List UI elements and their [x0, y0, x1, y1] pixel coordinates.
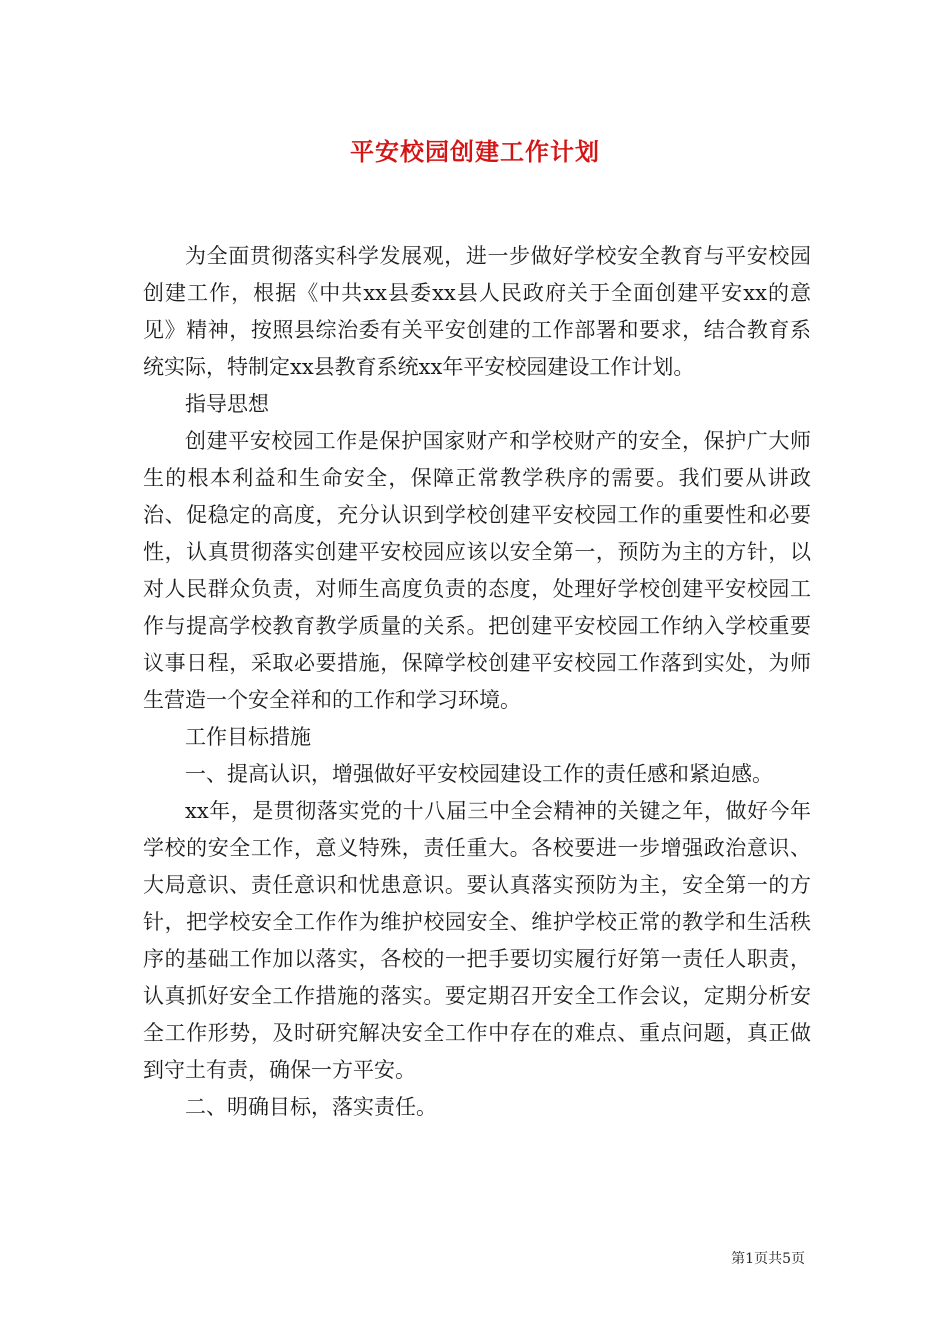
heading-work-goals: 工作目标措施: [185, 725, 311, 749]
document-title: 平安校园创建工作计划: [350, 137, 600, 166]
paragraph-section-one: xx年，是贯彻落实党的十八届三中全会精神的关键之年，做好今年学校的安全工作，意义特殊，责任重大。各校要进一步增强政治意识、大局意识、责任意识和忧患意识。要认真落实预防为主，安全第一的方针，把学校安全工作作为维护校园安全、维护学校正常的教学和生活秩序的基础工作加以落实，各校的一把手要切实履行好第一责任人职责，认真抓好安全工作措施的落实。要定期召开安全工作会议，定期分析安全工作形势，及时研究解决安全工作中存在的难点、重点问题，真正做到守土有责，确保一方平安。: [143, 799, 811, 1082]
paragraph-intro: 为全面贯彻落实科学发展观，进一步做好学校安全教育与平安校园创建工作，根据《中共xx县委xx县人民政府关于全面创建平安xx的意见》精神，按照县综治委有关平安创建的工作部署和要求，结合教育系统实际，特制定xx县教育系统xx年平安校园建设工作计划。: [143, 244, 811, 379]
document-body: [143, 238, 811, 1126]
heading-guiding-thought: 指导思想: [185, 392, 269, 416]
heading-section-two: 二、明确目标，落实责任。: [185, 1095, 437, 1119]
page-number: 第1页共5页: [731, 1251, 805, 1267]
heading-section-one: 一、提高认识，增强做好平安校园建设工作的责任感和紧迫感。: [185, 762, 773, 786]
paragraph-guiding-thought: 创建平安校园工作是保护国家财产和学校财产的安全，保护广大师生的根本利益和生命安全，保障正常教学秩序的需要。我们要从讲政治、促稳定的高度，充分认识到学校创建平安校园工作的重要性和必要性，认真贯彻落实创建平安校园应该以安全第一，预防为主的方针，以对人民群众负责，对师生高度负责的态度，处理好学校创建平安校园工作与提高学校教育教学质量的关系。把创建平安校园工作纳入学校重要议事日程，采取必要措施，保障学校创建平安校园工作落到实处，为师生营造一个安全祥和的工作和学习环境。: [143, 429, 811, 712]
